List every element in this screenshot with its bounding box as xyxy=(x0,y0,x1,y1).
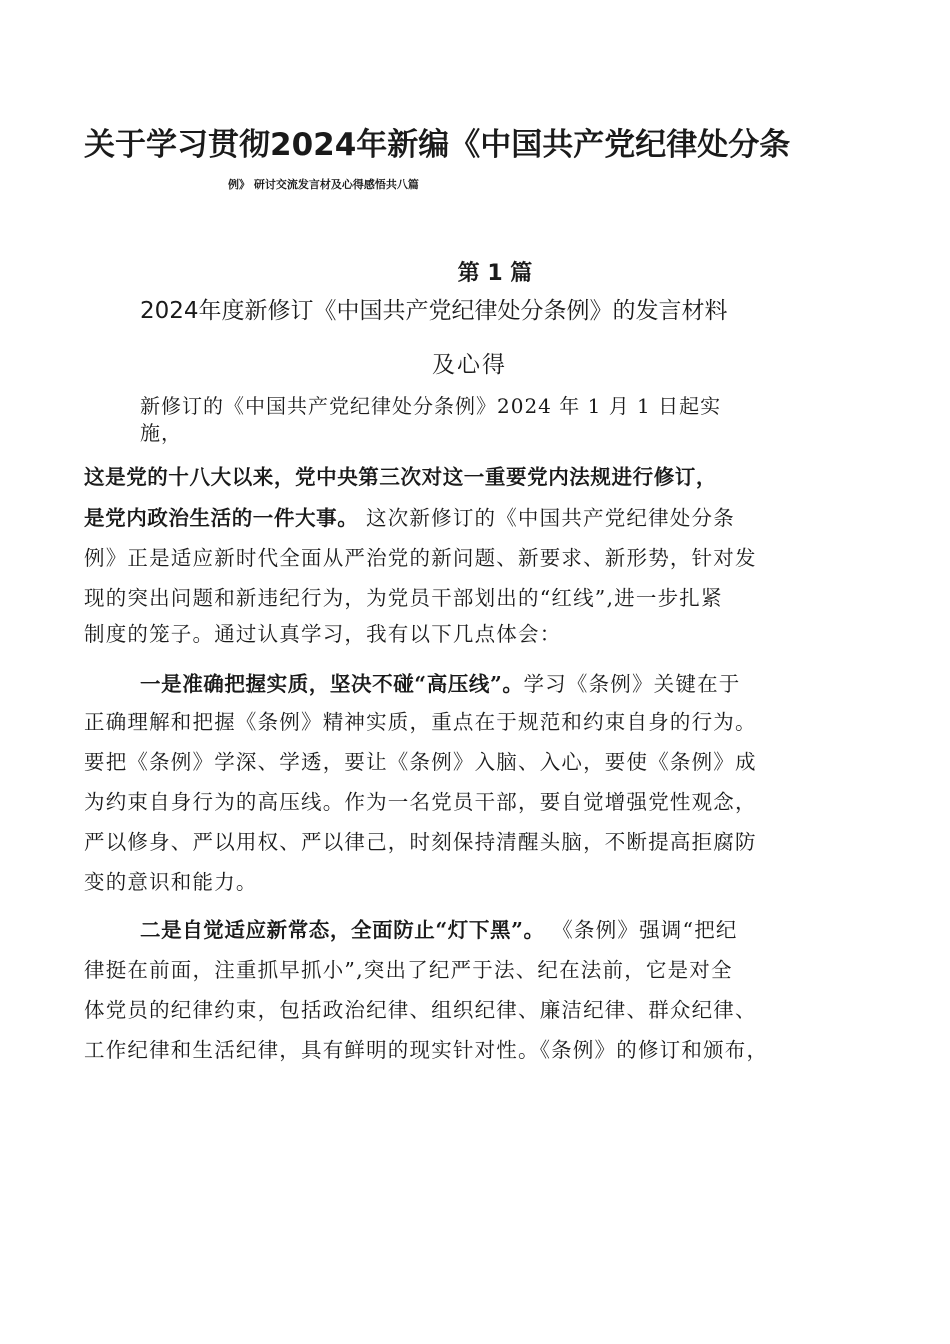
paragraph-3-line-3: 体党员的纪律约束，包括政治纪律、组织纪律、廉洁纪律、群众纪律、 xyxy=(84,998,757,1022)
document-title-line-1: 关于学习贯彻2024年新编《中国共产党纪律处分条 xyxy=(84,127,791,163)
intro-line-1: 新修订的《中国共产党纪律处分条例》2024 年 1 月 1 日起实 xyxy=(140,394,722,418)
paragraph-1-text: 这次新修订的《中国共产党纪律处分条 xyxy=(358,506,735,530)
paragraph-2-line-2: 正确理解和把握《条例》精神实质，重点在于规范和约束自身的行为。 xyxy=(84,710,757,734)
paragraph-2-line-4: 为约束自身行为的高压线。作为一名党员干部，要自觉增强党性观念， xyxy=(84,790,757,814)
intro-line-2: 施， xyxy=(140,421,182,445)
subtitle-line-1: 2024年度新修订《中国共产党纪律处分条例》的发言材料 xyxy=(140,298,728,324)
paragraph-1-line-5: 制度的笼子。通过认真学习，我有以下几点体会： xyxy=(84,622,562,646)
paragraph-2-line-5: 严以修身、严以用权、严以律己，时刻保持清醒头脑，不断提高拒腐防 xyxy=(84,830,757,854)
paragraph-2-text: 学习《条例》关键在于 xyxy=(523,672,741,696)
document-title-line-2: 例》 研讨交流发言材及心得感悟共八篇 xyxy=(228,178,419,191)
paragraph-2-line-1 xyxy=(140,670,884,698)
paragraph-2-emphasis: 一是准确把握实质，坚决不碰“高压线”。 xyxy=(140,672,524,696)
paragraph-3-line-4: 工作纪律和生活纪律，具有鲜明的现实针对性。《条例》的修订和颁布， xyxy=(84,1038,769,1062)
paragraph-1-emphasis: 是党内政治生活的一件大事。 xyxy=(84,506,359,530)
paragraph-2-line-6: 变的意识和能力。 xyxy=(84,870,258,894)
paragraph-3-line-1 xyxy=(140,916,884,944)
paragraph-1-line-3: 例》正是适应新时代全面从严治党的新问题、新要求、新形势，针对发 xyxy=(84,546,757,570)
paragraph-2-line-3: 要把《条例》学深、学透，要让《条例》入脑、入心，要使《条例》成 xyxy=(84,750,757,774)
paragraph-1-line-1: 这是党的十八大以来，党中央第三次对这一重要党内法规进行修订， xyxy=(84,465,717,489)
paragraph-1-line-2 xyxy=(84,504,884,532)
subtitle-line-2: 及心得 xyxy=(432,352,507,378)
paragraph-3-emphasis: 二是自觉适应新常态，全面防止“灯下黑”。 xyxy=(140,918,545,942)
paragraph-3-text: 《条例》强调“把纪 xyxy=(544,918,738,942)
section-heading: 第 1 篇 xyxy=(457,261,533,286)
paragraph-1-line-4: 现的突出问题和新违纪行为，为党员干部划出的“红线”,进一步扎紧 xyxy=(84,586,723,610)
paragraph-3-line-2: 律挺在前面，注重抓早抓小”,突出了纪严于法、纪在法前，它是对全 xyxy=(84,958,733,982)
